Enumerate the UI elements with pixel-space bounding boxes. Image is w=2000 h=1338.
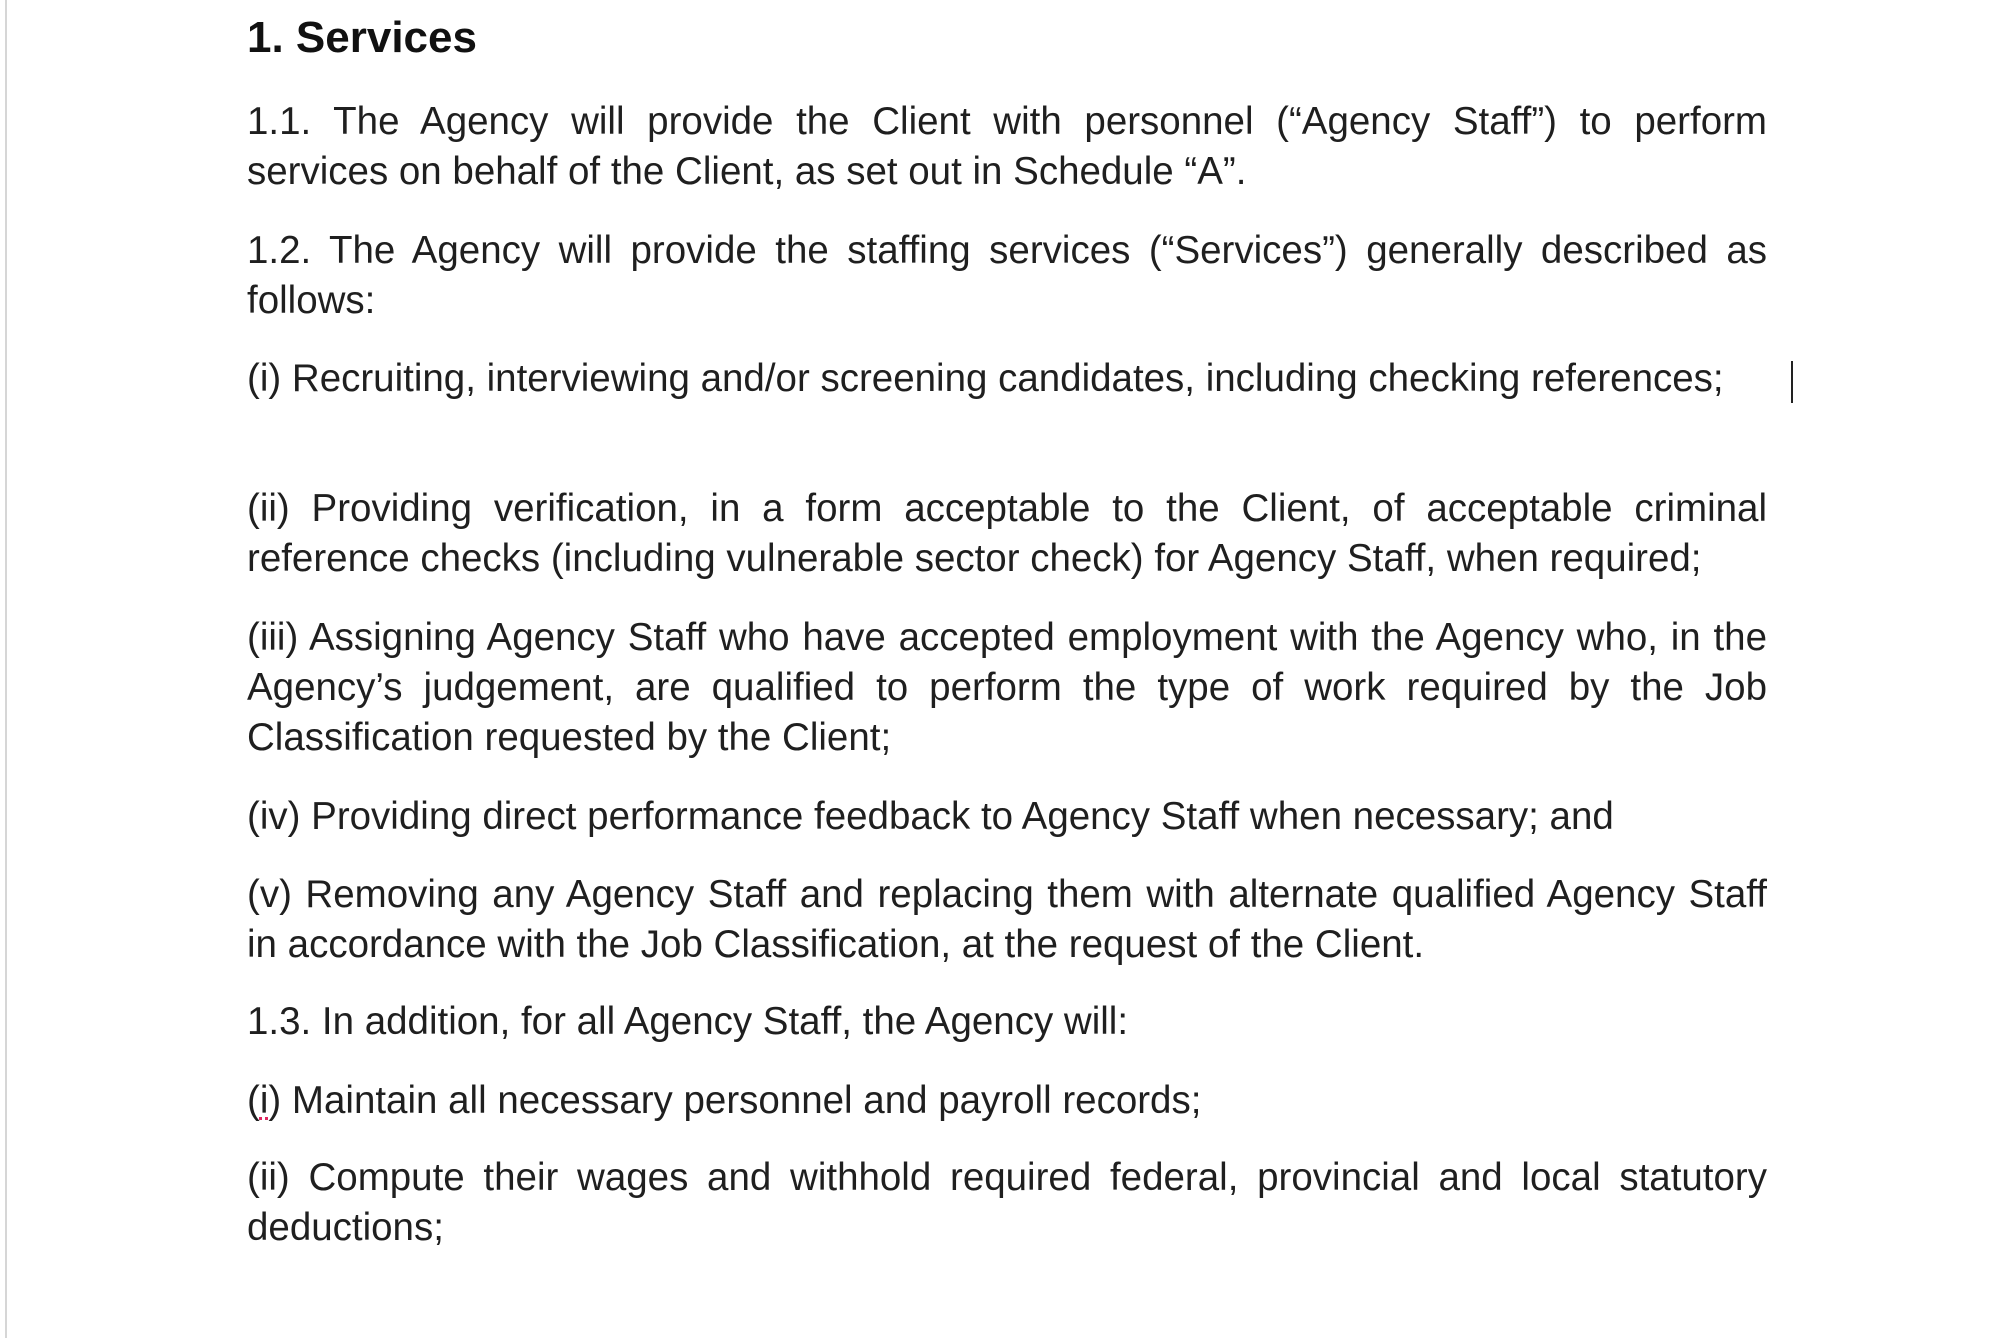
spellcheck-marker[interactable]: i (259, 1079, 269, 1122)
paragraph-1-2: 1.2. The Agency will provide the staffing services (“Services”) generally described as follows: (247, 229, 1767, 322)
paragraph-1-3-i-prefix: ( (247, 1079, 260, 1122)
paragraph-1-3-i-text: ) Maintain all necessary personnel and payroll records; (268, 1079, 1202, 1122)
paragraph-1-2-v: (v) Removing any Agency Staff and replacing them with alternate qualified Agency Staff in accordance with the Job Classification, at the request of the Client. (247, 873, 1767, 966)
section-heading: 1. Services (247, 13, 477, 62)
paragraph-1-2-i (247, 354, 1767, 404)
paragraph-1-2-iv: (iv) Providing direct performance feedback to Agency Staff when necessary; and (247, 795, 1614, 838)
text-cursor (1791, 361, 1793, 403)
paragraph-1-3: 1.3. In addition, for all Agency Staff, the Agency will: (247, 1000, 1129, 1043)
paragraph-1-1: 1.1. The Agency will provide the Client with personnel (“Agency Staff”) to perform services on behalf of the Client, as set out in Schedule “A”. (247, 100, 1767, 193)
paragraph-1-3-i (247, 1076, 1767, 1126)
page-left-edge (5, 0, 7, 1338)
paragraph-1-2-iii: (iii) Assigning Agency Staff who have accepted employment with the Agency who, in the Agency’s judgement, are qualified to perform the type of work required by the Job Classification requested by the Client; (247, 616, 1767, 759)
paragraph-1-2-ii: (ii) Providing verification, in a form acceptable to the Client, of acceptable criminal reference checks (including vulnerable sector check) for Agency Staff, when required; (247, 487, 1767, 580)
paragraph-1-3-ii: (ii) Compute their wages and withhold required federal, provincial and local statutory deductions; (247, 1156, 1767, 1249)
paragraph-1-2-i-text: (i) Recruiting, interviewing and/or screening candidates, including checking references; (247, 357, 1724, 400)
